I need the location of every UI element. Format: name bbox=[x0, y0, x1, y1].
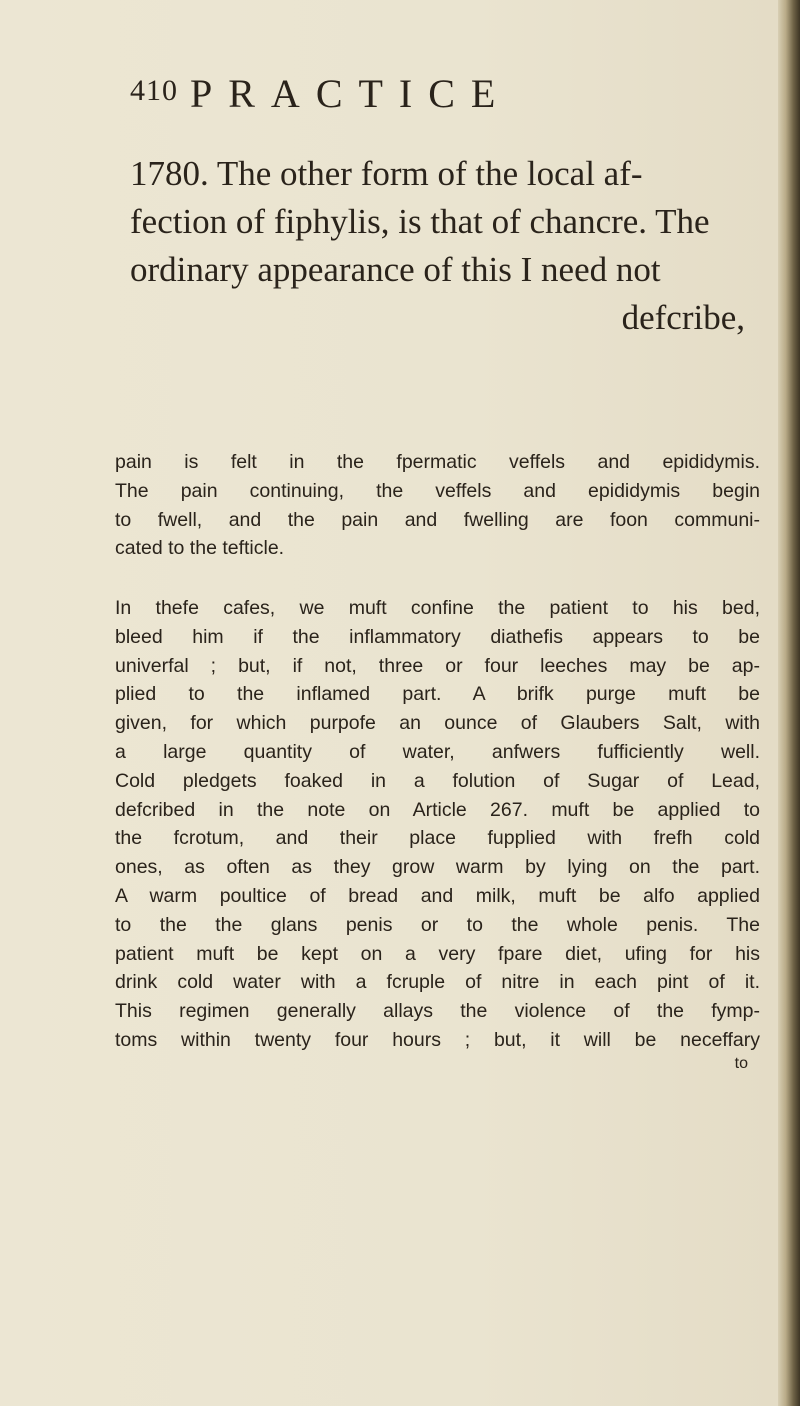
article-1780 bbox=[130, 150, 760, 342]
text-line: pain is felt in the fpermatic veffels and epididymis. bbox=[115, 451, 760, 473]
article-line: fection of fiphylis, is that of chancre. The bbox=[130, 202, 710, 241]
page-binding-edge bbox=[778, 0, 800, 1406]
article-line: 1780. The other form of the local af- bbox=[130, 154, 643, 193]
text-line: This regimen generally allays the violence of the fymp- bbox=[115, 1000, 760, 1023]
text-line: cated to the tefticle. bbox=[115, 537, 285, 560]
paragraph-pain bbox=[115, 448, 760, 563]
paragraph-treatment bbox=[115, 594, 760, 1073]
text-line: univerfal ; but, if not, three or four leeches may be ap- bbox=[115, 654, 760, 677]
running-head: PRACTICE bbox=[190, 71, 512, 116]
text-line: ones, as often as they grow warm by lying on the part. bbox=[115, 856, 760, 879]
text-line: bleed him if the inflammatory diathefis appears to be bbox=[115, 625, 760, 648]
page-header bbox=[130, 70, 690, 120]
catchword: to bbox=[734, 1054, 748, 1072]
text-line: patient muft be kept on a very fpare diet, ufing for his bbox=[115, 942, 760, 965]
text-line: to fwell, and the pain and fwelling are foon communi- bbox=[115, 508, 760, 531]
page-number: 410 bbox=[130, 74, 178, 107]
text-line: plied to the inflamed part. A brifk purge muft be bbox=[115, 683, 760, 706]
text-line: toms within twenty four hours ; but, it will be neceffary bbox=[115, 1028, 760, 1051]
article-line: defcribe, bbox=[621, 298, 745, 337]
text-line: A warm poultice of bread and milk, muft be alfo applied bbox=[115, 884, 760, 907]
text-line: The pain continuing, the veffels and epididymis begin bbox=[115, 479, 760, 502]
article-line: ordinary appearance of this I need not bbox=[130, 250, 661, 289]
text-line: given, for which purpofe an ounce of Glaubers Salt, with bbox=[115, 712, 760, 735]
text-line: Cold pledgets foaked in a folution of Sugar of Lead, bbox=[115, 769, 760, 792]
text-line: drink cold water with a fcruple of nitre in each pint of it. bbox=[115, 971, 760, 994]
text-line: the fcrotum, and their place fupplied with frefh cold bbox=[115, 827, 760, 850]
text-line: to the the glans penis or to the whole penis. The bbox=[115, 913, 760, 936]
text-line: defcribed in the note on Article 267. muft be applied to bbox=[115, 798, 760, 821]
text-line: In thefe cafes, we muft confine the patient to his bed, bbox=[115, 597, 760, 619]
text-line: a large quantity of water, anfwers fufficiently well. bbox=[115, 740, 760, 763]
